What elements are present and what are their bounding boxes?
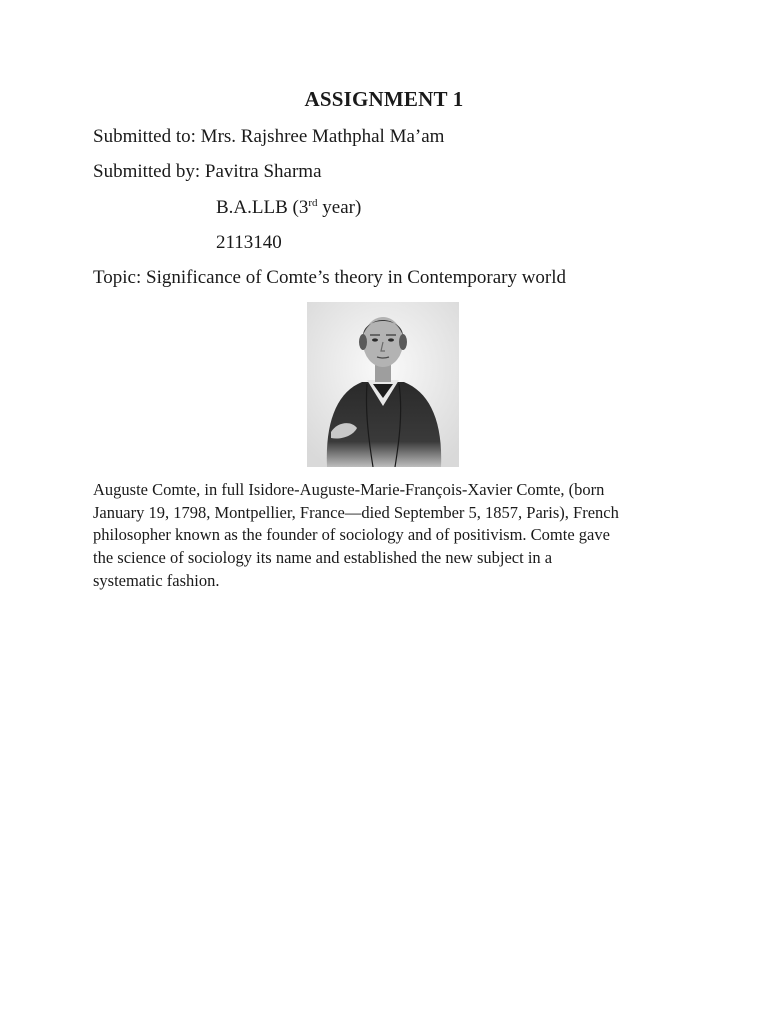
- course-suffix: year): [317, 197, 362, 218]
- paragraph-line: the science of sociology its name and established the new subject in a: [93, 548, 553, 568]
- biography-paragraph: [93, 479, 683, 593]
- course-prefix: B.A.LLB (3: [216, 197, 309, 218]
- assignment-title: ASSIGNMENT 1: [304, 87, 464, 111]
- paragraph-line: philosopher known as the founder of sociology and of positivism. Comte gave: [93, 525, 610, 545]
- paragraph-line: Auguste Comte, in full Isidore-Auguste-Marie-François-Xavier Comte, (born: [93, 480, 605, 499]
- submitted-to: Submitted to: Mrs. Rajshree Mathphal Ma’am: [93, 126, 445, 147]
- paragraph-line: systematic fashion.: [93, 570, 220, 590]
- submitted-by: Submitted by: Pavitra Sharma: [93, 161, 322, 182]
- roll-number: 2113140: [216, 232, 282, 253]
- comte-portrait-image: [307, 302, 459, 467]
- topic-line: Topic: Significance of Comte’s theory in Contemporary world: [93, 267, 567, 288]
- paragraph-line: January 19, 1798, Montpellier, France—died September 5, 1857, Paris), French: [93, 502, 619, 522]
- course-line: [216, 197, 361, 219]
- course-superscript: rd: [308, 197, 318, 209]
- portrait-illustration: [307, 302, 459, 467]
